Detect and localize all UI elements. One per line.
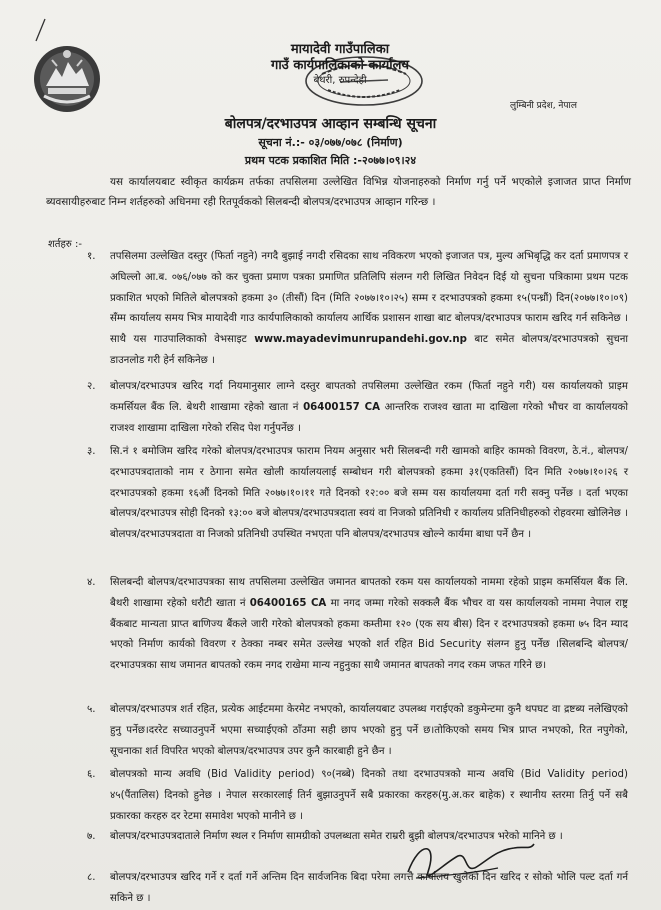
org-name: मायादेवी गाउँपालिका bbox=[290, 42, 390, 57]
clause-text: बाट समेत बोलपत्र/दरभाउपत्रको सुचना डाउनलोड गरी हेर्न सकिनेछ । bbox=[110, 334, 628, 366]
terms-heading: शर्तहरु :- bbox=[48, 239, 82, 250]
account-number: 06400157 CA bbox=[303, 401, 381, 413]
clause-number: ५. bbox=[87, 704, 96, 715]
clause-1 bbox=[87, 247, 628, 372]
clause-text: तपसिलमा उल्लेखित दस्तुर (फिर्ता नहुने) नगदै बुझाई नगदी रसिदका साथ नविकरण भएको इजाजत पत्र, मुल्य अभिबृद्धि कर दर्ता प्रमाणपत्र र अघिल्लो आ.ब. ०७६/०७७ को कर चुक्ता प्रमाण पत्रका प्रमाणित प्रतिलिपि संलग्न गरी लिखित निवेदन दिई यो सुचना पत्रिकामा प्रथम पटक प्रकाशित भएको मितिले बोलपत्रको हकमा ३० (तीसौं) दिन (मिति २०७७।१०।२५) सम्म र दरभाउपत्रको हकमा १५(पन्ध्रौं) दिन(२०७७।१०।०९) सँम्म कार्यालय समय भित्र मायादेवी गाउ कार्यपालिकाको कार्यालय आर्थिक प्रशासन शाखा बाट बोलपत्र/दरभाउपत्र फाराम खरिद गर्न सकिनेछ ।साथै यस गाउपालिकाको वेभसाइट bbox=[110, 251, 628, 346]
clause-3 bbox=[87, 442, 628, 546]
notice-number: सूचना नं.:- ०३/०७७/०७८ (निर्माण) bbox=[258, 136, 403, 149]
clause-text: बोलपत्रको मान्य अवधि (Bid Validity period) ९०(नब्बे) दिनको तथा दरभाउपत्रको मान्य अवधि (Bid Validity period) ४५(पैंतालिस) दिनको हुनेछ । नेपाल सरकारलाई तिर्न बुझाउनुपर्ने सबै प्रकारका करहरु(मु.अ.कर बाहेक) र स्थानीय स्तरमा तिर्नु पर्ने सबै प्रकारका करहरु दर रेटमा समावेश भएको मानीने छ । bbox=[110, 769, 628, 822]
clause-5 bbox=[87, 700, 628, 762]
intro-paragraph: यस कार्यालयबाट स्वीकृत कार्यक्रम तर्फका तपसिलमा उल्लेखित विभिन्न योजनाहरुको निर्माण गर्नु पर्ने भएकोले इजाजत प्राप्त निर्माण ब्यवसायीहरुबाट निम्न शर्तहरुको अधिनमा रही रितपूर्वकको सिलबन्दी बोलपत्र/दरभाउपत्र आव्हान गरिन्छ । bbox=[46, 176, 631, 208]
clause-number: ७. bbox=[87, 831, 96, 842]
clause-text: मा नगद जम्मा गरेको सक्कलै बैंक भौचर वा यस कार्यालयको नाममा नेपाल राष्ट्र बैंकबाट मान्यता प्राप्त बाणिज्य बैंकले जारी गरेको बोलपत्रको हकमा कम्तीमा १२० (एक सय बीस) दिन र दरभाउपत्रको हकमा ७५ दिन म्याद भएको निर्माण कार्यको विवरण र ठेक्का नम्बर समेत उल्लेख भएको शर्त रहित Bid Security संलग्न हुनु पर्नेछ ।सिलबन्दि बोलपत्र/दरभाउपत्रका साथ जमानत बापतको रकम नगद राखेमा मान्य नहुनुका साथै जमानत बापतको नगद रकम जफत गरिने छ। bbox=[110, 597, 628, 672]
signature-icon bbox=[398, 832, 538, 890]
clause-number: २. bbox=[87, 381, 96, 392]
clause-text: बोलपत्र/दरभाउपत्र शर्त रहित, प्रत्येक आईटममा केरमेट नभएको, कार्यालयबाट उपलब्ध गराईएको डकुमेन्टमा कुनै थपघट वा द्रष्टब्य नलेखिएको हुनु पर्नेछ।दररेट सच्याउनुपर्ने भएमा सच्याईएको ठाँउमा सही छाप भएको हुनु पर्ने छ।तोकिएको समय भित्र प्राप्त नभएको, रित नपुगेको, सूचनाका शर्त विपरित भएको बोलपत्र/दरभाउपत्र उपर कुनै कारबाही हुने छैन । bbox=[110, 704, 628, 757]
clause-text: बोलपत्र/दरभाउपत्रदाताले निर्माण स्थल र निर्माण सामग्रीको उपलब्धता समेत राम्ररी बुझी बोलपत्र/दरभाउपत्र भरेको मानिने छ । bbox=[110, 831, 563, 842]
office-name: गाउँ कार्यपालिकाको कार्यालय bbox=[271, 58, 409, 74]
account-number: 06400165 CA bbox=[249, 597, 327, 609]
notice-title: बोलपत्र/दरभाउपत्र आव्हान सम्बन्धि सूचना bbox=[224, 116, 437, 132]
clause-text: बोलपत्र/दरभाउपत्र खरिद गर्दा नियमानुसार लाग्ने दस्तुर बापतको तपसिलमा उल्लेखित रकम (फिर्ता नहुने गरी) यस कार्यालयको प्राइम कमर्सियल बैंक लि. बेथरी शाखामा रहेको खाता नं bbox=[110, 381, 628, 413]
clause-text: सि.नं १ बमोजिम खरिद गरेको बोलपत्र/दरभाउपत्र फाराम नियम अनुसार भरी सिलबन्दी गरी खामको बाहिर कामको विवरण, ठे.नं., बोलपत्र/दरभाउपत्रदाताको नाम र ठेगाना समेत खोली कार्यालयलाई सम्बोधन गरी बोलपत्रको हकमा ३१(एकतिसौं) दिन मिति २०७७।१०।२६ र दरभाउपत्रको हकमा १६औं दिनको मिति २०७७।१०।११ गते दिनको १२:०० बजे सम्म यस कार्यालयमा दर्ता गरी सक्नु पर्नेछ । दर्ता भएका बोलपत्र/दरभाउपत्र सोही दिनको १३:०० बजे बोलपत्र/दरभाउपत्रदाता स्वयं वा निजको प्रतिनिधी र कार्यालय प्रतिनिधीहरुको रोहवरमा खोलिनेछ ।बोलपत्र/दरभाउपत्रदाता वा निजको प्रतिनिधी उपस्थित नभएता पनि बोलपत्र/दरभाउपत्र खोल्ने कार्यमा बाधा पर्ने छैन । bbox=[110, 446, 628, 541]
clause-number: ४. bbox=[87, 577, 96, 588]
clause-2 bbox=[87, 377, 628, 439]
clause-8 bbox=[87, 868, 628, 910]
province-label: लुम्बिनी प्रदेश, नेपाल bbox=[510, 101, 577, 111]
clause-number: ६. bbox=[87, 769, 96, 780]
clause-4 bbox=[87, 573, 628, 677]
nepal-emblem-icon bbox=[32, 44, 102, 114]
clause-number: ८. bbox=[87, 872, 96, 883]
clause-number: ३. bbox=[87, 446, 96, 457]
clause-text: आन्तरिक राजश्व खाता मा दाखिला गरेको भौचर वा कार्यालयको राजश्व शाखामा दाखिला गरेको रसिद पेश गर्नुपर्नेछ । bbox=[110, 401, 628, 434]
clause-text: बोलपत्र/दरभाउपत्र खरिद गर्ने र दर्ता गर्ने अन्तिम दिन सार्वजनिक बिदा परेमा लगत्तै कार्यालय खुलेको दिन खरिद र सोको भोलि पल्ट दर्ता गर्न सकिने छ । bbox=[110, 872, 628, 904]
letterhead bbox=[210, 42, 470, 87]
clause-number: १. bbox=[87, 251, 96, 262]
office-address: बेथरी, रुपन्देही bbox=[313, 74, 367, 86]
clause-text: सिलबन्दी बोलपत्र/दरभाउपत्रका साथ तपसिलमा उल्लेखित जमानत बापतको रकम यस कार्यालयको नाममा रहेको प्राइम कमर्सियल बैंक लि. बैथरी शाखामा रहेको धरौटी खाता नं bbox=[110, 577, 628, 609]
pen-mark-icon bbox=[33, 18, 47, 42]
publication-date: प्रथम पटक प्रकाशित मिति :-२०७७।०९।२४ bbox=[244, 154, 417, 167]
website-link[interactable]: www.mayadevimunrupandehi.gov.np bbox=[254, 334, 467, 346]
clause-7 bbox=[87, 827, 628, 848]
clause-6 bbox=[87, 765, 628, 827]
